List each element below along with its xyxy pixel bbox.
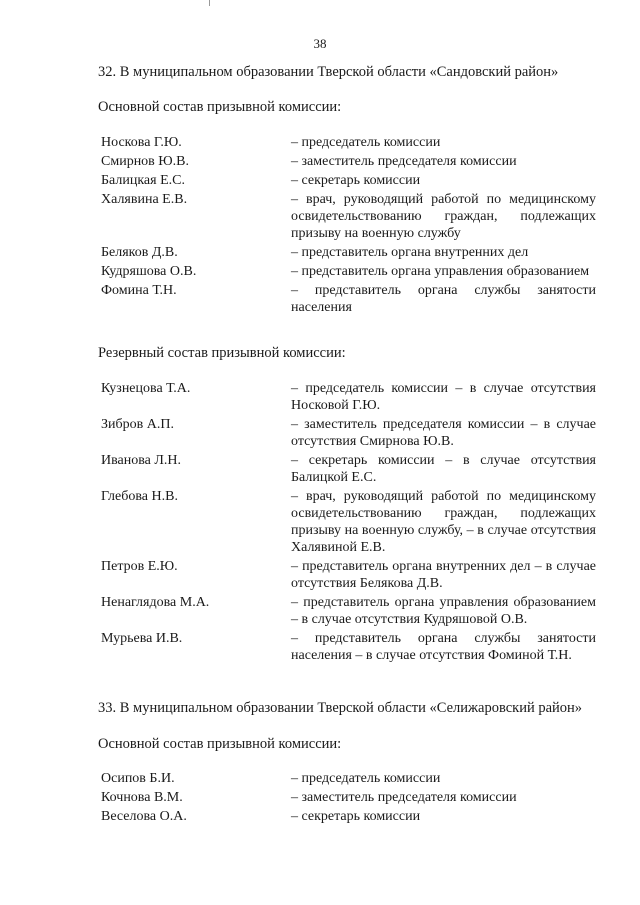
member-name: Кузнецова Т.А. — [101, 381, 191, 396]
member-row — [0, 380, 640, 414]
member-role: – заместитель председателя комиссии – в случае отсутствия Смирнова Ю.В. — [291, 417, 596, 449]
member-role: – представитель органа управления образованием – в случае отсутствия Кудряшовой О.В. — [291, 595, 596, 627]
member-role: – представитель органа управления образованием — [291, 264, 590, 279]
member-role: – заместитель председателя комиссии — [291, 790, 517, 805]
member-name: Кочнова В.М. — [101, 790, 183, 805]
member-row — [0, 808, 640, 825]
member-row — [0, 244, 640, 261]
member-name: Халявина Е.В. — [101, 192, 188, 207]
member-row — [0, 172, 640, 189]
member-row — [0, 191, 640, 242]
member-row — [0, 452, 640, 486]
member-role: – секретарь комиссии – в случае отсутствия Балицкой Е.С. — [291, 453, 596, 485]
member-row — [0, 153, 640, 170]
member-name: Кудряшова О.В. — [101, 264, 197, 279]
member-role: – председатель комиссии — [291, 771, 441, 786]
member-role: – врач, руководящий работой по медицинскому освидетельствованию граждан, подлежащих призыву на военную службу, – в случае отсутствия Халявиной Е.В. — [291, 489, 596, 555]
member-name: Фомина Т.Н. — [101, 283, 177, 298]
member-name: Веселова О.А. — [101, 809, 187, 824]
main-composition-label: Основной состав призывной комиссии: — [98, 99, 342, 115]
member-row — [0, 770, 640, 787]
member-row — [0, 134, 640, 151]
member-role: – врач, руководящий работой по медицинскому освидетельствованию граждан, подлежащих призыву на военную службу — [291, 192, 596, 241]
main-composition-label: Основной состав призывной комиссии: — [98, 736, 342, 752]
member-name: Смирнов Ю.В. — [101, 154, 190, 169]
member-role: – секретарь комиссии — [291, 809, 421, 824]
member-name: Балицкая Е.С. — [101, 173, 185, 188]
member-role: – заместитель председателя комиссии — [291, 154, 517, 169]
reserve-composition-label: Резервный состав призывной комиссии: — [98, 345, 346, 361]
member-name: Мурьева И.В. — [101, 631, 183, 646]
member-name: Зибров А.П. — [101, 417, 174, 432]
member-name: Носкова Г.Ю. — [101, 135, 182, 150]
member-name: Петров Е.Ю. — [101, 559, 178, 574]
member-row — [0, 630, 640, 664]
member-row — [0, 282, 640, 316]
section-heading: 32. В муниципальном образовании Тверской области «Сандовский район» — [98, 64, 559, 80]
section-heading: 33. В муниципальном образовании Тверской области «Селижаровский район» — [98, 700, 583, 716]
reserve-member-list — [0, 380, 640, 666]
member-name: Беляков Д.В. — [101, 245, 178, 260]
member-row — [0, 789, 640, 806]
member-role: – председатель комиссии – в случае отсутствия Носковой Г.Ю. — [291, 381, 596, 413]
member-name: Осипов Б.И. — [101, 771, 175, 786]
scan-mark — [209, 0, 210, 6]
member-role: – представитель органа службы занятости населения – в случае отсутствия Фоминой Т.Н. — [291, 631, 596, 663]
main-member-list — [0, 770, 640, 827]
member-row — [0, 594, 640, 628]
member-role: – секретарь комиссии — [291, 173, 421, 188]
member-name: Иванова Л.Н. — [101, 453, 181, 468]
member-row — [0, 488, 640, 556]
member-role: – представитель органа внутренних дел – в случае отсутствия Белякова Д.В. — [291, 559, 596, 591]
member-role: – представитель органа внутренних дел — [291, 245, 529, 260]
member-name: Глебова Н.В. — [101, 489, 178, 504]
main-member-list — [0, 134, 640, 318]
member-role: – представитель органа службы занятости населения — [291, 283, 596, 315]
member-row — [0, 416, 640, 450]
page-number: 38 — [313, 36, 327, 51]
member-row — [0, 263, 640, 280]
member-row — [0, 558, 640, 592]
member-role: – председатель комиссии — [291, 135, 441, 150]
member-name: Ненаглядова М.А. — [101, 595, 210, 610]
